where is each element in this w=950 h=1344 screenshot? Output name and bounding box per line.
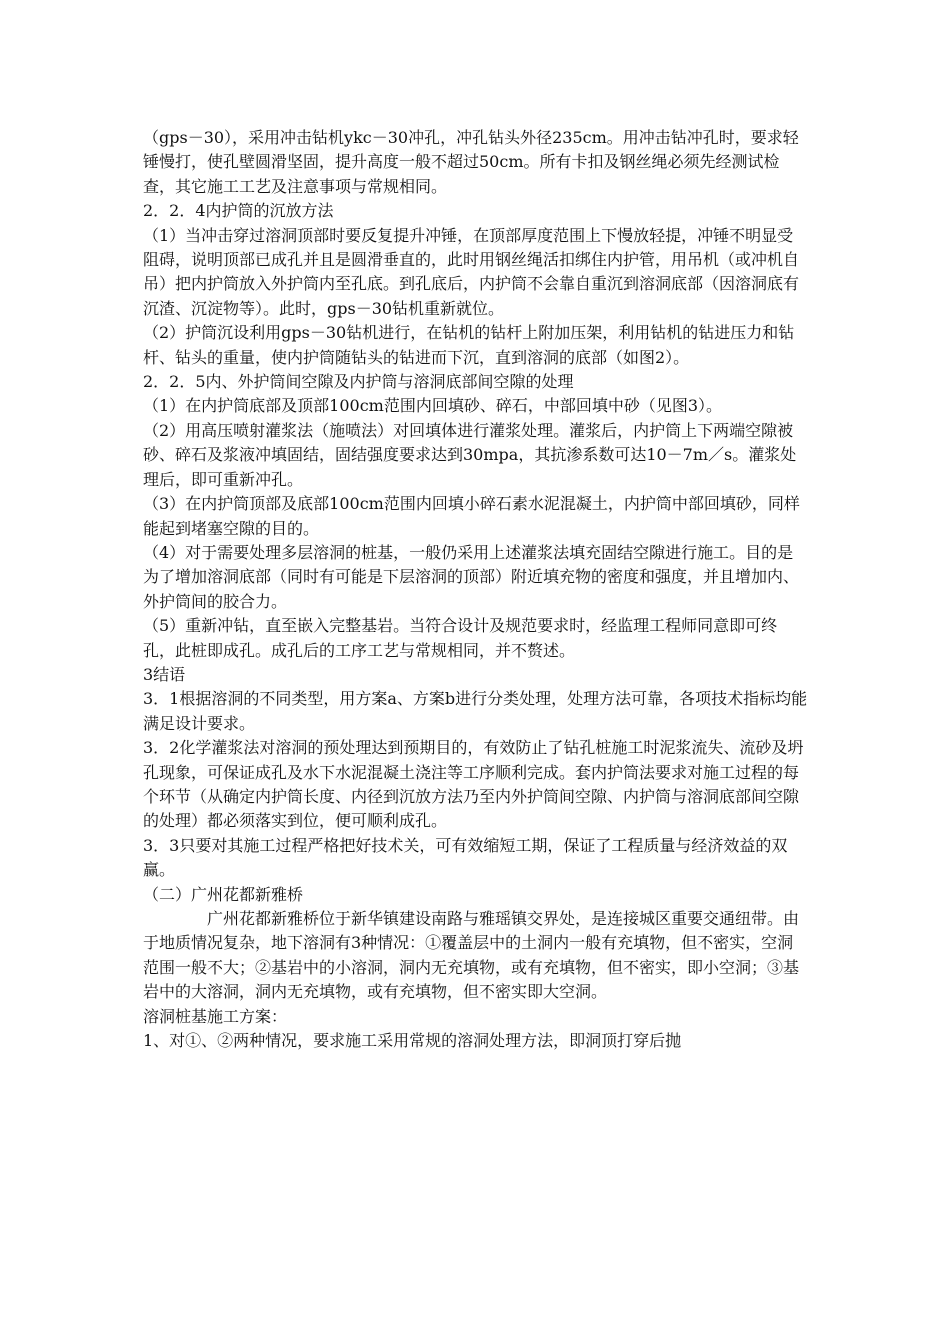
section-heading-2-2-5: 2．2．5内、外护筒间空隙及内护筒与溶洞底部间空隙的处理 [143, 372, 574, 392]
paragraph-2-2-4-item-1: （1）当冲击穿过溶洞顶部时要反复提升冲锤，在顶部厚度范围上下慢放轻提，冲锤不明显受阻碍，说明顶部已成孔并且是圆滑垂直的，此时用钢丝绳活扣绑住内护管，用吊机（或冲机自吊）把内护筒放入外护筒内至孔底。到孔底后，内护筒不会靠自重沉到溶洞底部（因溶洞底有沉渣、沉淀物等）。此时，gps－30钻机重新就位。 [143, 225, 800, 318]
paragraph-bridge-description: 广州花都新雅桥位于新华镇建设南路与雅瑶镇交界处，是连接城区重要交通纽带。由于地质情况复杂，地下溶洞有3种情况：①覆盖层中的土洞内一般有充填物，但不密实，空洞范围一般不大；②基岩中的小溶洞，洞内无充填物，或有充填物，但不密实，即小空洞；③基岩中的大溶洞，洞内无充填物，或有充填物，但不密实即大空洞。 [143, 909, 800, 1002]
section-heading-conclusion: 3结语 [143, 664, 186, 684]
subheading-construction-plan: 溶洞桩基施工方案： [143, 1006, 288, 1026]
paragraph-plan-item-1: 1、对①、②两种情况，要求施工采用常规的溶洞处理方法，即洞顶打穿后抛 [143, 1031, 682, 1051]
paragraph-2-2-5-item-5: （5）重新冲钻，直至嵌入完整基岩。当符合设计及规范要求时，经监理工程师同意即可终孔，此桩即成孔。成孔后的工序工艺与常规相同，并不赘述。 [143, 616, 778, 660]
section-heading-2-2-4: 2．2．4内护筒的沉放方法 [143, 201, 334, 221]
paragraph-2-2-5-item-1: （1）在内护筒底部及顶部100cm范围内回填砂、碎石，中部回填中砂（见图3）。 [143, 396, 723, 416]
paragraph-2-2-4-item-2: （2）护筒沉设利用gps－30钻机进行，在钻机的钻杆上附加压架，利用钻机的钻进压力和钻杆、钻头的重量，使内护筒随钻头的钻进而下沉，直到溶洞的底部（如图2）。 [143, 323, 795, 367]
document-body [143, 126, 808, 1053]
paragraph-conclusion-3-1: 3．1根据溶洞的不同类型，用方案a、方案b进行分类处理，处理方法可靠，各项技术指标均能满足设计要求。 [143, 689, 808, 733]
paragraph-conclusion-3-3: 3．3只要对其施工过程严格把好技术关，可有效缩短工期，保证了工程质量与经济效益的双赢。 [143, 835, 788, 880]
paragraph-2-2-5-item-4: （4）对于需要处理多层溶洞的桩基，一般仍采用上述灌浆法填充固结空隙进行施工。目的是为了增加溶洞底部（同时有可能是下层溶洞的顶部）附近填充物的密度和强度，并且增加内、外护筒间的胶合力。 [143, 542, 800, 611]
section-heading-guangzhou-bridge: （二）广州花都新雅桥 [143, 884, 304, 904]
paragraph-intro: （gps－30），采用冲击钻机ykc－30冲孔，冲孔钻头外径235cm。用冲击钻冲孔时，要求轻锤慢打，使孔壁圆滑坚固，提升高度一般不超过50cm。所有卡扣及钢丝绳必须先经测试检查，其它施工工艺及注意事项与常规相同。 [143, 128, 799, 196]
paragraph-conclusion-3-2: 3．2化学灌浆法对溶洞的预处理达到预期目的，有效防止了钻孔桩施工时泥浆流失、流砂及坍孔现象，可保证成孔及水下水泥混凝土浇注等工序顺利完成。套内护筒法要求对施工过程的每个环节（从确定内护筒长度、内径到沉放方法乃至内外护筒间空隙、内护筒与溶洞底部间空隙的处理）都必须落实到位，便可顺利成孔。 [143, 738, 804, 831]
paragraph-2-2-5-item-3: （3）在内护筒顶部及底部100cm范围内回填小碎石素水泥混凝土，内护筒中部回填砂，同样能起到堵塞空隙的目的。 [143, 494, 800, 538]
paragraph-2-2-5-item-2: （2）用高压喷射灌浆法（施喷法）对回填体进行灌浆处理。灌浆后，内护筒上下两端空隙被砂、碎石及浆液冲填固结，固结强度要求达到30mpa，其抗渗系数可达10－7m／s。灌浆处理后，即可重新冲孔。 [143, 420, 797, 489]
